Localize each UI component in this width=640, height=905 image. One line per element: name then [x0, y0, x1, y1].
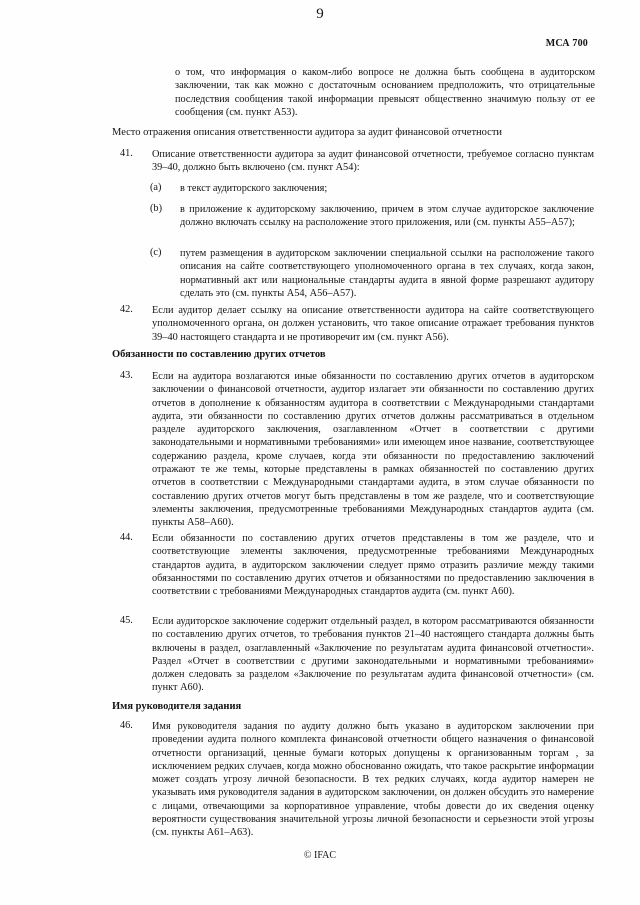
footer-copyright: © IFAC: [303, 850, 337, 861]
page-number: 9: [316, 6, 324, 22]
list-item-text-a: в текст аудиторского заключения;: [180, 183, 328, 194]
paragraph-43-text: Если на аудитора возлагаются иные обязанности по составлению других отчетов в аудиторском заключении о финансовой отчетности, аудитор излагает эти обязанности по составлению других отчетов в дополнение к обязанностям аудитора в соответствии с Международными стандартами аудита, эти обязанности по составлению других отчетов должны рассматриваться в отдельном разделе аудиторского заключения, озаглавленном «Отчет в соответствии с другими законодательными и нормативными требованиями» или имеющем иное название, соответствующее содержанию раздела, кроме случаев, когда эти обязанности по предоставлению заключений отражают те же темы, которые представлены в рамках обязанностей по составлению других отчетов в соответствии с Международными стандартами аудита, в этом случае обязанности по составлению других отчетов могут быть представлены в том же разделе, что и соответствующие элементы заключения, предусмотренные требованиями Международных стандартов аудита (см. пункты А58–А60).: [152, 371, 594, 529]
list-item-text-b: в приложение к аудиторскому заключению, причем в этом случае аудиторское заключение должно включать ссылку на расположение этого приложения, или (см. пункты А55–А57);: [180, 204, 594, 229]
document-code: МСА 700: [545, 38, 588, 49]
section-heading-responsibility-location: Место отражения описания ответственности аудитора за аудит финансовой отчетности: [112, 127, 503, 138]
list-item-text-c: путем размещения в аудиторском заключении специальной ссылки на расположение такого описания на сайте соответствующего уполномоченного органа в тех случаях, когда закон, нормативный акт или национальные стандарты аудита в явной форме разрешают аудитору сделать это (см. пункты А54, А56–А57).: [180, 248, 594, 299]
paragraph-41-text: Описание ответственности аудитора за аудит финансовой отчетности, требуемое согласно пунктам 39–40, должно быть включено (см. пункт А54):: [152, 149, 594, 174]
list-item-label-a: (a): [150, 182, 162, 193]
section-heading-engagement-partner: Имя руководителя задания: [112, 701, 242, 712]
paragraph-number-41: 41.: [120, 148, 133, 159]
list-item-label-b: (b): [150, 203, 163, 214]
paragraph-number-44: 44.: [120, 532, 133, 543]
paragraph-42-text: Если аудитор делает ссылку на описание ответственности аудитора на сайте соответствующего уполномоченного органа, он должен установить, что такое описание отражает требования пунктов 39–40 настоящего стандарта и не противоречит им (см. пункт А56).: [152, 305, 594, 343]
paragraph-number-45: 45.: [120, 615, 133, 626]
list-item-label-c: (c): [150, 247, 162, 258]
intro-paragraph: о том, что информация о каком-либо вопросе не должна быть сообщена в аудиторском заключении, так как можно с достаточным основанием предположить, что отрицательные последствия сообщения такой информации превысят общественно значимую пользу от ее сообщения (см. пункт А53).: [175, 67, 595, 118]
paragraph-number-42: 42.: [120, 304, 133, 315]
section-heading-other-reporting: Обязанности по составлению других отчетов: [112, 349, 326, 360]
paragraph-45-text: Если аудиторское заключение содержит отдельный раздел, в котором рассматриваются обязанности по составлению других отчетов, то требования пунктов 21–40 настоящего стандарта должны быть включены в раздел, озаглавленный «Заключение по результатам аудита финансовой отчетности». Раздел «Отчет в соответствии с другими законодательными и нормативными требованиями» должен следовать за разделом «Заключение по результатам аудита финансовой отчетности» (см. пункт А60).: [152, 616, 594, 694]
paragraph-44-text: Если обязанности по составлению других отчетов представлены в том же разделе, что и соответствующие элементы заключения, предусмотренные требованиями Международных стандартов аудита, в аудиторском заключении следует прямо отразить различие между такими обязанностями по составлению других отчетов и обязанностями по предоставлению заключения в соответствии с требованиями Международных стандартов аудита (см. пункт А60).: [152, 533, 594, 598]
paragraph-number-43: 43.: [120, 370, 133, 381]
paragraph-46-text: Имя руководителя задания по аудиту должно быть указано в аудиторском заключении при проведении аудита полного комплекта финансовой отчетности общего назначения о финансовой отчетности организаций, ценные бумаги которых допущены к организованным торгам , за исключением редких случаев, когда можно обоснованно ожидать, что такое раскрытие информации может создать угрозу личной безопасности. В тех редких случаях, когда аудитор намерен не указывать имя руководителя задания в аудиторском заключении, он должен обсудить это намерение с лицами, отвечающими за корпоративное управление, чтобы довести до их сведения оценку вероятности существования значительной угрозы личной безопасности и серьезности этой угрозы (см. пункты А61–А63).: [152, 721, 594, 839]
paragraph-number-46: 46.: [120, 720, 133, 731]
